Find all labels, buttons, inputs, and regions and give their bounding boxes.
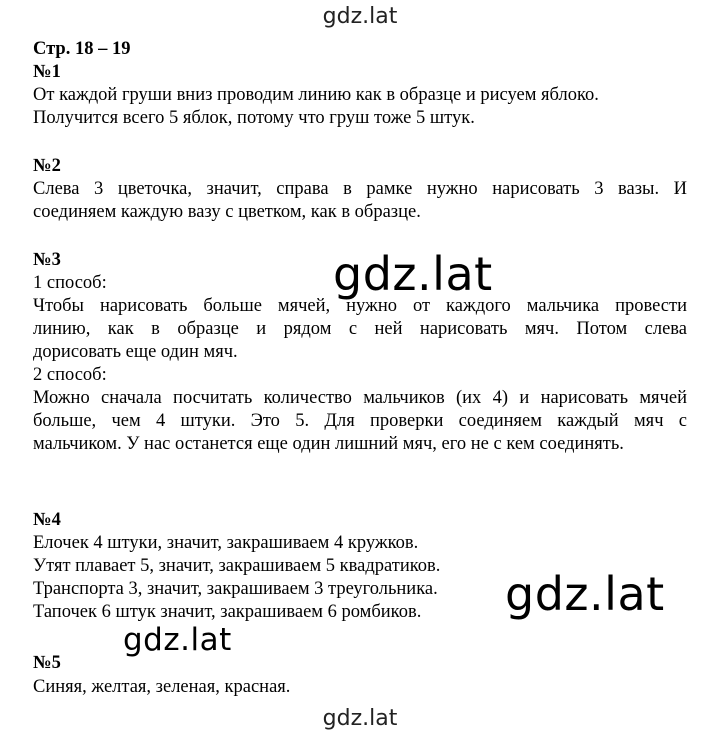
task-3-line-4: дорисовать еще один мяч. xyxy=(33,342,238,362)
task-3-line-7: больше, чем 4 штуки. Это 5. Для проверки соединяем каждый мяч с xyxy=(33,411,687,431)
task-3-line-8: мальчиком. У нас останется еще один лишний мяч, его не с кем соединять. xyxy=(33,434,624,454)
task-4-line-2: Утят плавает 5, значит, закрашиваем 5 квадратиков. xyxy=(33,556,441,576)
task-2-number: №2 xyxy=(33,156,61,176)
watermark-overlay-3: gdz.lat xyxy=(123,622,232,658)
task-3-line-1: 1 способ: xyxy=(33,273,107,293)
task-1-line-1: От каждой груши вниз проводим линию как в образце и рисуем яблоко. xyxy=(33,85,599,105)
task-2-line-2: соединяем каждую вазу с цветком, как в образце. xyxy=(33,202,421,222)
watermark-overlay-1: gdz.lat xyxy=(333,247,493,301)
task-1-line-2: Получится всего 5 яблок, потому что груш тоже 5 штук. xyxy=(33,108,475,128)
watermark-overlay-2: gdz.lat xyxy=(505,567,665,621)
watermark-top: gdz.lat xyxy=(322,4,398,29)
page-title: Стр. 18 – 19 xyxy=(33,39,131,59)
task-1-number: №1 xyxy=(33,62,61,82)
task-4-number: №4 xyxy=(33,510,61,530)
task-5-number: №5 xyxy=(33,653,61,673)
task-4-line-4: Тапочек 6 штук значит, закрашиваем 6 ромбиков. xyxy=(33,602,422,622)
task-3-line-6: Можно сначала посчитать количество мальчиков (их 4) и нарисовать мячей xyxy=(33,388,687,408)
task-3-line-3: линию, как в образце и рядом с ней нарисовать мяч. Потом слева xyxy=(33,319,687,339)
task-3-line-5: 2 способ: xyxy=(33,365,107,385)
watermark-bottom: gdz.lat xyxy=(322,706,398,731)
task-5-line-1: Синяя, желтая, зеленая, красная. xyxy=(33,677,291,697)
task-4-line-1: Елочек 4 штуки, значит, закрашиваем 4 кружков. xyxy=(33,533,419,553)
task-3-number: №3 xyxy=(33,250,61,270)
task-3-line-2: Чтобы нарисовать больше мячей, нужно от каждого мальчика провести xyxy=(33,296,687,316)
task-2-line-1: Слева 3 цветочка, значит, справа в рамке нужно нарисовать 3 вазы. И xyxy=(33,179,687,199)
task-4-line-3: Транспорта 3, значит, закрашиваем 3 треугольника. xyxy=(33,579,438,599)
